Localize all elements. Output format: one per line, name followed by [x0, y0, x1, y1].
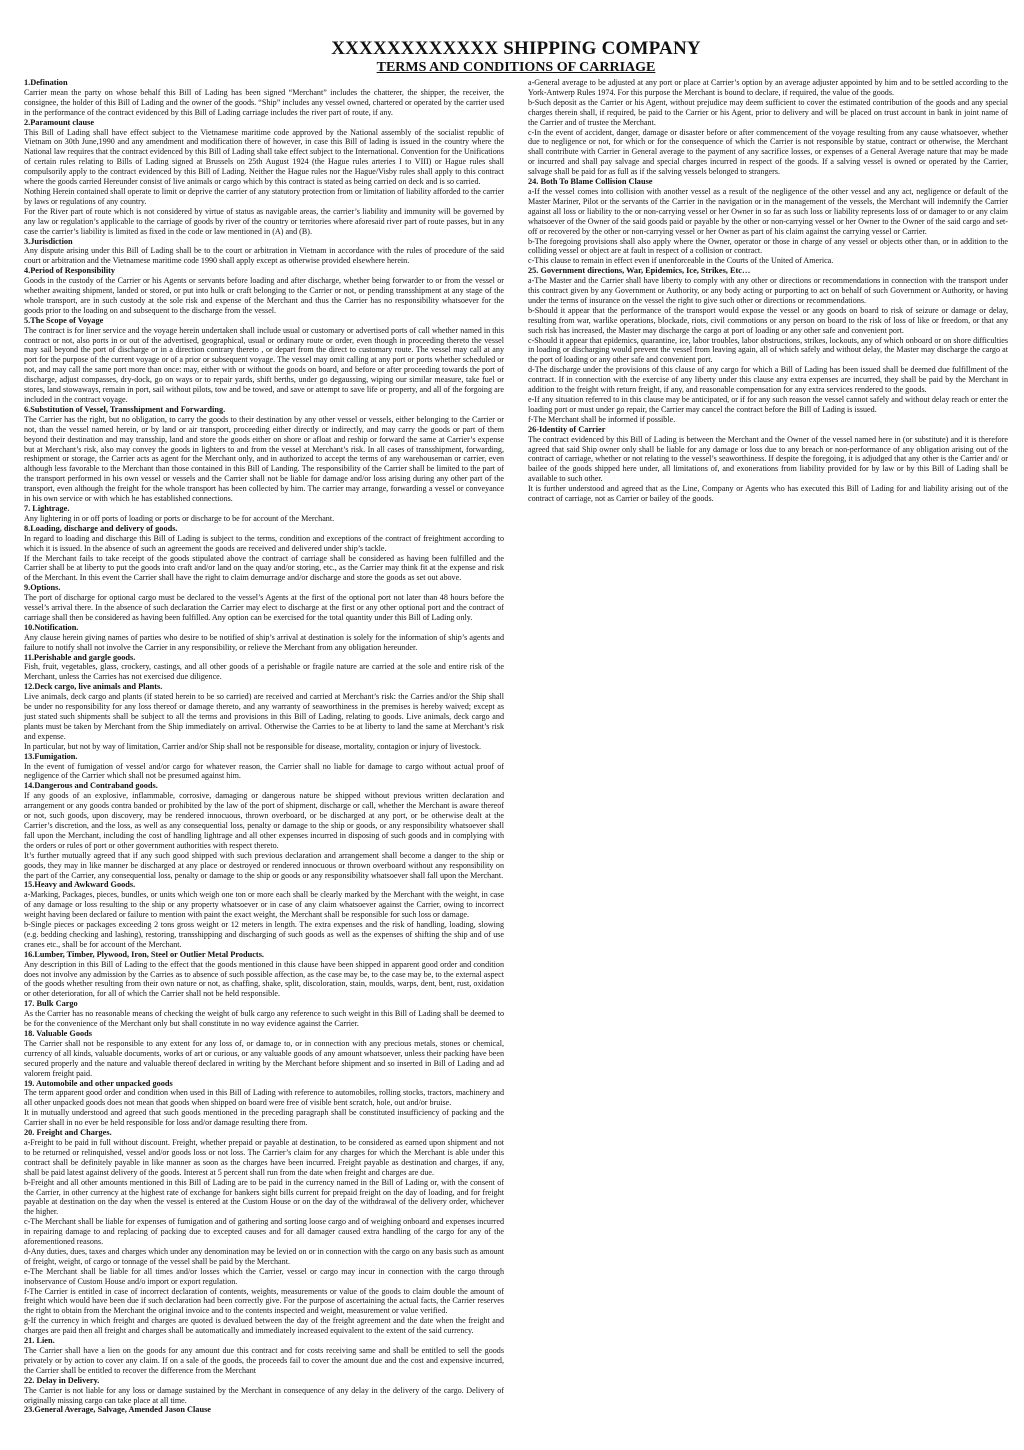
section-paragraph: In regard to loading and discharge this Bill of Lading is subject to the terms, condition and exceptions of the contract of freightment according to which it is issued. In the absence of such an agreement the goods are received and delivered under ship’s tackle.: [24, 533, 504, 553]
terms-section: [24, 405, 504, 504]
section-paragraph: It is further understood and agreed that as the Line, Company or Agents who has executed this Bill of Lading for and liability arising out of the contract of carriage, not as Carrier or bailey of the goods.: [528, 484, 1008, 504]
section-paragraph: e-If any situation referred to in this clause may be anticipated, or if for any such reason the vessel cannot safely and without delay reach or enter the loading port or must under go repair, the Carrier may cancel the contract before the Bill of Lading is issued.: [528, 395, 1008, 414]
section-heading: 17. Bulk Cargo: [24, 999, 78, 1009]
section-heading: 15.Heavy and Awkward Goods.: [24, 880, 136, 890]
section-heading: 26-Identity of Carrier: [528, 424, 606, 434]
section-paragraph: Any clause herein giving names of parties who desire to be notified of ship’s arrival at destination is solely for the information of ship’s agents and failure to notify shall not involve the Carrier in any responsibility, or relieve the Merchant from any obligation hereunder.: [24, 632, 504, 652]
section-paragraph: The Carrier shall not be responsible to any extent for any loss of, or damage to, or in connection with any precious metals, stones or chemical, currency of all kinds, valuable documents, works of art or curious, or any valuable goods of any amount whatsoever, unless their packing have been secured properly and the nature and valuable thereof declared in writing by the Merchant before shipment and so inserted in Bill of Lading and ad valorem freight paid.: [24, 1038, 504, 1078]
section-paragraph: It in mutually understood and agreed that such goods mentioned in the preceding paragraph shall be constituted insufficiency of packing and the Carrier shall in no ever be held responsible for loss and/or damage resulting there from.: [24, 1108, 504, 1128]
terms-section: [24, 118, 504, 237]
terms-columns: [24, 78, 1008, 1430]
section-paragraph: c-This clause to remain in effect even if unenforceable in the Courts of the United of America.: [528, 256, 834, 266]
section-paragraph: In particular, but not by way of limitation, Carrier and/or Ship shall not be responsible for disease, mortality, contagion or injury of livestock.: [24, 741, 482, 751]
section-paragraph: g-If the currency in which freight and charges are quoted is devalued between the day of the freight agreement and the date when the freight and charges are paid then all freight and charges shall be automatically and immediately increased equivalent to the extent of the said currency.: [24, 1316, 504, 1336]
section-paragraph: It’s further mutually agreed that if any such good shipped with such previous declaration and arrangement shall become a danger to the ship or goods, they may in like manner be discharged at any place or destroyed or rendered innocuous or thrown overboard without any responsibility on the part of the Carrier, any consequential loss, penalty or damage to the ship or goods or any responsibility whatsoever shall fall upon the Merchant.: [24, 850, 504, 880]
terms-section: [24, 1079, 504, 1129]
terms-section: [24, 752, 504, 782]
terms-section: [528, 425, 1008, 504]
section-heading: 20. Freight and Charges.: [24, 1128, 112, 1138]
section-heading: 7. Lightrage.: [24, 503, 70, 513]
section-heading: 1.Defination: [24, 78, 68, 87]
section-heading: 23.General Average, Salvage, Amended Jason Clause: [24, 1405, 211, 1415]
section-paragraph: The term apparent good order and condition when used in this Bill of Lading with reference to automobiles, rolling stocks, tractors, machinery and all other unpacked goods does not mean that goods when shipped on board were free of visible bent scratch, hole, out and/or bruise.: [24, 1088, 504, 1108]
document-title: TERMS AND CONDITIONS OF CARRIAGE: [376, 60, 656, 75]
terms-section: [24, 237, 504, 267]
section-heading: 21. Lien.: [24, 1336, 55, 1346]
section-paragraph: b-Should it appear that the performance of the transport would expose the vessel or any goods on board to risk of seizure or damage or delay, resulting from war, warlike operations, blockade, riots, civil commotions or any person on board to the risk of loss of like or freedom, or that any such risk has increased, the Master may discharge the cargo at port of loading or any other safe and convenient port.: [528, 305, 1008, 335]
section-heading: 14.Dangerous and Contraband goods.: [24, 781, 158, 791]
section-paragraph: b-Such deposit as the Carrier or his Agent, without prejudice may deem sufficient to cover the estimated contribution of the goods and any special charges therein shall, if required, be paid to the Carrier or his Agent, prior to delivery and will be placed on trust account in bank in joint name of the Carrier and of trustee the Merchant.: [528, 97, 1008, 127]
terms-section: [24, 950, 504, 1000]
section-paragraph: Live animals, deck cargo and plants (if stated herein to be so carried) are received and carried at Merchant’s risk: the Carries and/or the Ship shall be under no responsibility for any loss thereof or damage thereto, and any warranty of seaworthiness in the premises is hereby waived; except as just stated such shipments shall be subject to all the terms and provisions in this Bill of Lading, relating to goods. Live animals, deck cargo and plants must be taken by Merchant from the Ship immediately on arrival. Otherwise the Carries to be at liberty to land the same at Merchant’s risk and expense.: [24, 692, 504, 741]
section-paragraph: If any goods of an explosive, inflammable, corrosive, damaging or dangerous nature be shipped without previous written declaration and arrangement or any goods contra banded or prohibited by the law of the port of shipment, discharge or call, whether the Merchant is aware thereof or not, such goods, upon discovery, may be rendered innocuous, thrown overboard, or be discharged at any port, or be otherwise dealt at the Carrier’s discretion, and the loss, as well as any consequential loss, penalty or damage to the ship or goods, or any responsibility whatsoever shall fall upon the Merchant, including the cost of handling lightrage and all other expenses incurred in disposing of such goods and in complying with the orders or rules of port or other government authorities with respect thereto.: [24, 791, 504, 850]
terms-section: [24, 623, 504, 653]
terms-section: [24, 78, 504, 118]
section-paragraph: a-Freight to be paid in full without discount. Freight, whether prepaid or payable at destination, to be considered as earned upon shipment and not to be returned or relinquished, vessel and/or goods loss or not loss. The Carrier’s claim for any charges for which the Merchant is able under this contract shall be definitely payable in like manner as soon as the charges have been incurred. Freight payable as destination and charges, if any, shall be paid latest against delivery of the goods. Interest at 5 percent shall run from the date when freight and charges are due.: [24, 1137, 504, 1177]
terms-section: [24, 682, 504, 751]
section-paragraph: c-In the event of accident, danger, damage or disaster before or after commencement of the voyage resulting from any cause whatsoever, whether due to negligence or not, for which or for the consequence of which the Carrier is not responsible by statue, contract or otherwise, the Merchant shall contribute with Carrier in General average to the payment of any sacrifice losses, or expenses of a General Average nature that may be made or incurred and shall pay salvage and special charges incurred in respect of the goods. If a salving vessel is owned or operated by the Carrier, salvage shall be paid for as full as if the salving vessels belonged to strangers.: [528, 127, 1008, 177]
section-paragraph: The Carrier is not liable for any loss or damage sustained by the Merchant in consequence of any delay in the delivery of the cargo. Delivery of originally missing cargo can take place at all time.: [24, 1385, 504, 1405]
section-paragraph: The contract evidenced by this Bill of Lading is between the Merchant and the Owner of the vessel named here in (or substitute) and it is therefore agreed that said Ship owner only shall be liable for any damage or loss due to any breach or non-performance of any obligation arising out of the contract of carriage, whether or not relating to the vessel’s seaworthiness. If despite the foregoing, it is adjudged that any other is the Carrier and/ or bailee of the goods shipped here under, all limitations of, and exonerations from liability provided for by law or by this Bill of Lading shall be available to such other.: [528, 434, 1008, 484]
section-heading: 3.Jurisdiction: [24, 236, 73, 246]
terms-section: [24, 583, 504, 623]
section-paragraph: Nothing Herein contained shall operate to limit or deprive the carrier of any statutory protection from or limitation of liability afforded to the carrier by laws or regulations of any country.: [24, 186, 504, 206]
terms-section: [24, 504, 504, 524]
section-heading: 2.Paramount clause: [24, 117, 95, 127]
section-paragraph: a-General average to be adjusted at any port or place at Carrier’s option by an average adjuster appointed by him and to be settled according to the York-Antwerp Rules 1974. For this purpose the Merchant is bound to declare, if required, the value of the goods.: [528, 78, 1008, 97]
terms-section: [24, 653, 504, 683]
section-paragraph: c-The Merchant shall be liable for expenses of fumigation and of gathering and sorting loose cargo and of weighing onboard and expenses incurred in repairing damage to and replacing of packing due to excepted causes and for all damager caused extra handling of the cargo for any of the aforementioned reasons.: [24, 1217, 504, 1247]
section-paragraph: Any dispute arising under this Bill of Lading shall be to the court or arbitration in Vietnam in accordance with the rules of procedure of the said court or arbitration and the Vietnamese maritime code 1990 shall apply except as otherwise provided elsewhere herein.: [24, 246, 504, 266]
section-paragraph: c-Should it appear that epidemics, quarantine, ice, labor troubles, labor obstructions, strikes, lockouts, any of which onboard or on shore difficulties in loading or discharging would prevent the vessel from leaving again, all of which safely and without delay, the Master may discharge the cargo at the port of loading or any other safe and convenient port.: [528, 335, 1008, 365]
section-paragraph: f-The Merchant shall be informed if possible.: [528, 414, 676, 424]
section-heading: 19. Automobile and other unpacked goods: [24, 1078, 173, 1088]
section-paragraph: Any lightering in or off ports of loading or ports or discharge to be for account of the Merchant.: [24, 513, 335, 523]
section-paragraph: The Carrier has the right, but no obligation, to carry the goods to their destination by any other vessel or vessels, either belonging to the Carrier or not, than the vessel named herein, or by land or air transport, proceeding either directly or indirectly, and may carry the goods or part of them beyond their destination and may transship, land and store the goods either on shore or afloat and reship or forward the same at Carrier’s expense but at Merchant’s risk, also may convey the goods in lighters to and from the vessel at Merchant’s risk. In all cases of transshipment, forwarding, reshipment or storage, the Carrier acts as agent for the Merchant only, and in authorized to accept the terms of any warehouseman or carrier, even although less favorable to the Merchant than those contained in this Bill of Landing. The responsibility of the Carrier shall be limited to the part of the transport performed in his own vessel or vessels and the Carrier shall not be liable for damage and/or loss arising during any other part of the transport, even although the freight for the whole transport has been collected by him. The carrier may arrange, forwarding a vessel or conveyance in his own service or with which he has established connections.: [24, 414, 504, 504]
section-paragraph: d-Any duties, dues, taxes and charges which under any denomination may be levied on or in connection with the cargo on any basis such as amount of freight, weight, of cargo or tonnage of the vessel shall be paid by the Merchant.: [24, 1246, 504, 1266]
terms-section: [24, 999, 504, 1029]
terms-section: [24, 316, 504, 405]
terms-section: [528, 177, 1008, 266]
section-paragraph: Goods in the custody of the Carrier or his Agents or servants before loading and after discharge, whether being forwarder to or from the vessel or whether awaiting shipment, landed or stored, or put into hulk or craft belonging to the Carrier or not, or pending transshipment at any stage of the whole transport, are in such custody at the sole risk and expense of the Merchant and thus the Carrier has no responsibility whatsoever for the goods prior to the loading on and subsequent to the discharge from the vessel.: [24, 276, 504, 315]
terms-section: [24, 266, 504, 316]
section-heading: 18. Valuable Goods: [24, 1029, 93, 1038]
section-paragraph: If the Merchant fails to take receipt of the goods stipulated above the contract of carriage shall be considered as having been fulfilled and the Carrier shall be at liberty to put the goods into craft and/or land on the quay and/or storing, etc., as the Carrier may think fit at the expense and risk of the Merchant. In this event the Carrier shall have the right to claim demurrage and/or discharge and store the goods as set out above.: [24, 553, 504, 583]
section-paragraph: As the Carrier has no reasonable means of checking the weight of bulk cargo any reference to such weight in this Bill of Lading shall be deemed to be for the convenience of the Merchant only but shall constitute in no way evidence against the Carrier.: [24, 1009, 504, 1029]
section-heading: 12.Deck cargo, live animals and Plants.: [24, 682, 163, 692]
terms-section: [24, 781, 504, 880]
section-paragraph: In the event of fumigation of vessel and/or cargo for whatever reason, the Carrier shall no liable for damage to cargo without actual proof of negligence of the Carrier which shall not be presumed against him.: [24, 761, 504, 781]
section-heading: 13.Fumigation.: [24, 751, 78, 761]
terms-section: [24, 1128, 504, 1336]
section-paragraph: b-The foregoing provisions shall also apply where the Owner, operator or those in charge of any vessel or objects other than, or in addition to the colliding vessel or object are at fault in respect of a collision or contract.: [528, 236, 1008, 256]
section-paragraph: The contract is for liner service and the voyage herein undertaken shall include usual or customary or advertised ports of call whether named in this contract or not, also ports in or out of the advertised, geographical, usual or ordinary route or order, even though in proceeding thereto the vessel may sail beyond the port of discharge or in a direction contrary thereto , or depart from the direct to customary route. The vessel may call at any port for the purpose of the current voyage or of a prior or subsequent voyage. The vessel may omit calling at any port or ports whether scheduled or not, and may call the same port more than once: may, either with or without the goods on board, and before or after proceeding towards the port of discharge, adjust compasses, dry-dock, go on ways or to repair yards, shift berths, under go degaussing, wiping our similar measure, take fuel or stores, land stowaways, remain in port, sail without pilots, tow and be towed, and save or attempt to save life or property, and all of the forgoing are included in the contract voyage.: [24, 325, 504, 404]
section-paragraph: The Carrier shall have a lien on the goods for any amount due this contract and for costs receiving same and shall be entitled to sell the goods privately or by action to cover any claim. If on a sale of the goods, the proceeds fail to cover the amount due and the cost and expensive incurred, the Carrier shall be entitled to recover the difference from the Merchant: [24, 1346, 504, 1375]
section-paragraph: d-The discharge under the provisions of this clause of any cargo for which a Bill of Lading has been issued shall be deemed due fulfillment of the contract. If in connection with the exercise of any liberty under this clause any extra expenses are incurred, they shall be paid by the Merchant in addition to the freight with return freight, if any, and reasonable compensation for any extra services rendered to the goods.: [528, 365, 1008, 395]
section-heading: 9.Options.: [24, 583, 61, 593]
section-heading: 8.Loading, discharge and delivery of goods.: [24, 523, 178, 533]
section-heading: 24. Both To Blame Collision Clause: [528, 177, 653, 187]
terms-section: [528, 266, 1008, 425]
section-paragraph: This Bill of Lading shall have effect subject to the Vietnamese maritime code approved by the National assembly of the socialist republic of Vietnam on 30th June,1990 and any amendment and modification there of however, in case this Bill of lading is issued in the country where the National law requires that the contract evidenced by this Bill of Lading shall take effect subject to the International. Convention for the Unifications of certain rules relating to Bills of Lading signed at Brussels on 25th August 1924 (the Hague rules arteries I to VIII) or Hague rules shall compulsorily apply to the contract evidenced by this Bill of Lading. Neither the Hague rules nor the Hague/Visby rules shall apply to this contract where the goods carried Hereunder consist of live animals or cargo which by this contract is stated as being carried on deck and is so carried.: [24, 127, 504, 187]
section-paragraph: Carrier mean the party on whose behalf this Bill of Lading has been signed “Merchant” includes the chatterer, the shipper, the receiver, the consignee, the holder of this Bill of Lading and the owner of the goods. “Ship” includes any vessel owned, chartered or operated by the carrier used in the performance of the contract evidenced by this Bill of Lading carriage includes the river part of route, if any.: [24, 87, 504, 117]
section-paragraph: Any description in this Bill of Lading to the effect that the goods mentioned in this clause have been shipped in apparent good order and condition does not involve any admission by the Carries as to absence of such possible affection, as the case may be, to the case may be, to the external aspect of the goods whether resulting from their own nature or not, as chaffing, shake, split, discoloration, stain, moulds, warps, dent, bent, rust, oxidation or other deterioration, for all of which the Carrier shall not be held responsible.: [24, 959, 504, 999]
section-paragraph: a-The Master and the Carrier shall have liberty to comply with any other or directions or recommendations in connection with the transport under this contract given by any Government or Authority, or any body acting or purporting to act on behalf of such Government or Authority, or having under the terms of insurance on the vessel the right to give such other or directions or recommendations.: [528, 276, 1008, 305]
section-heading: 6.Substitution of Vessel, Transshipment and Forwarding.: [24, 404, 226, 414]
terms-section: [24, 524, 504, 583]
terms-section: [24, 1376, 504, 1406]
section-heading: 11.Perishable and gargle goods.: [24, 652, 136, 662]
section-heading: 4.Period of Responsibility: [24, 266, 116, 276]
section-paragraph: b-Single pieces or packages exceeding 2 tons gross weight or 12 meters in length. The extra expenses and the risk of handling, loading, slowing (e.g. bedding checking and lashing), restoring, transshipping and discharging of such goods as well as the expenses of shifting the ship and of use cranes etc., shall be for account of the Merchant.: [24, 920, 504, 949]
section-heading: 22. Delay in Delivery.: [24, 1375, 100, 1385]
section-heading: 5.The Scope of Voyage: [24, 315, 104, 325]
terms-section: [24, 1029, 504, 1079]
section-paragraph: a-Marking, Packages, pieces, bundles, or units which weigh one ton or more each shall be clearly marked by the Merchant with the weight, in case of any damage or loss resulting to the ship or any property whatsoever or in case of any claim whatsoever against the Carrier, owing to incorrect weight having been declared or failure to mention with paint the exact weight, the Merchant shall be responsible for such loss or damage.: [24, 890, 504, 920]
section-paragraph: The port of discharge for optional cargo must be declared to the vessel’s Agents at the first of the optional port not later than 48 hours before the vessel’s arrival there. In the absence of such declaration the Carrier may elect to discharge at the first or any other optional port and the contract of carriage shall then be considered as having been fulfilled. Any option can be exercised for the total quantity under this Bill of Lading only.: [24, 593, 504, 622]
section-heading: 10.Notification.: [24, 622, 79, 632]
section-paragraph: f-The Carrier is entitled in case of incorrect declaration of contents, weights, measurements or value of the goods to claim double the amount of freight which would have been due if such declaration had been correctly give. For the purpose of ascertaining the actual facts, the Carrier reserves the right to obtain from the Merchant the original invoice and to the contents inspected and weight, measurement or value verified.: [24, 1286, 504, 1316]
section-heading: 16.Lumber, Timber, Plywood, Iron, Steel or Outlier Metal Products.: [24, 949, 264, 959]
section-paragraph: e-The Merchant shall be liable for all times and/or losses which the Carrier, vessel or cargo may incur in connection with the cargo through inobservance of Custom House and/o import or export regulation.: [24, 1266, 504, 1286]
section-paragraph: Fish, fruit, vegetables, glass, crockery, castings, and all other goods of a perishable or fragile nature are carried at the sole and entire risk of the Merchant, unless the Carries has not exercised due diligence.: [24, 662, 504, 682]
section-paragraph: b-Freight and all other amounts mentioned in this Bill of Lading are to be paid in the currency named in the Bill of Lading or, with the consent of the Carrier, in other currency at the highest rate of exchange for bankers sight bills current for prepaid freight on the day of loading, and for freight payable at destination on the day when the vessel is entered at the Custom House or on the day of the withdrawal of the delivery order, whichever the higher.: [24, 1177, 504, 1217]
terms-page: [24, 38, 1008, 1438]
terms-section: [24, 1336, 504, 1376]
section-paragraph: For the River part of route which is not considered by virtue of status as navigable areas, the carrier’s liability and immunity will be governed by any law or regulation’s applicable to the carriage of goods by river of the country or territories where aforesaid river part of route passes, but in any case the carrier’s liability is limited as fixed in the code or law mentioned in (A) and (B).: [24, 206, 504, 236]
company-name: XXXXXXXXXXXX SHIPPING COMPANY: [331, 38, 701, 59]
section-paragraph: a-If the vessel comes into collision with another vessel as a result of the negligence of the other vessel and any act, negligence or default of the Master Mariner, Pilot or the servants of the Carrier in the navigation or in the management of the vessels, the Merchant will indemnify the Carrier against all loss or liability to the or non-carrying vessel or her Owner in so far as such loss or liability represents loss of or damager to or any claim whatsoever of the Owner of the said goods paid or payable by the other or non-carrying vessel or her Owner to the Owner of the said cargo and set-off or recovered by the other or non-carrying vessel or her Owner as part of his claim against the carrying vessel or Carrier.: [528, 186, 1008, 236]
terms-section: [24, 880, 504, 949]
section-heading: 25. Government directions, War, Epidemics, Ice, Strikes, Etc…: [528, 266, 751, 276]
